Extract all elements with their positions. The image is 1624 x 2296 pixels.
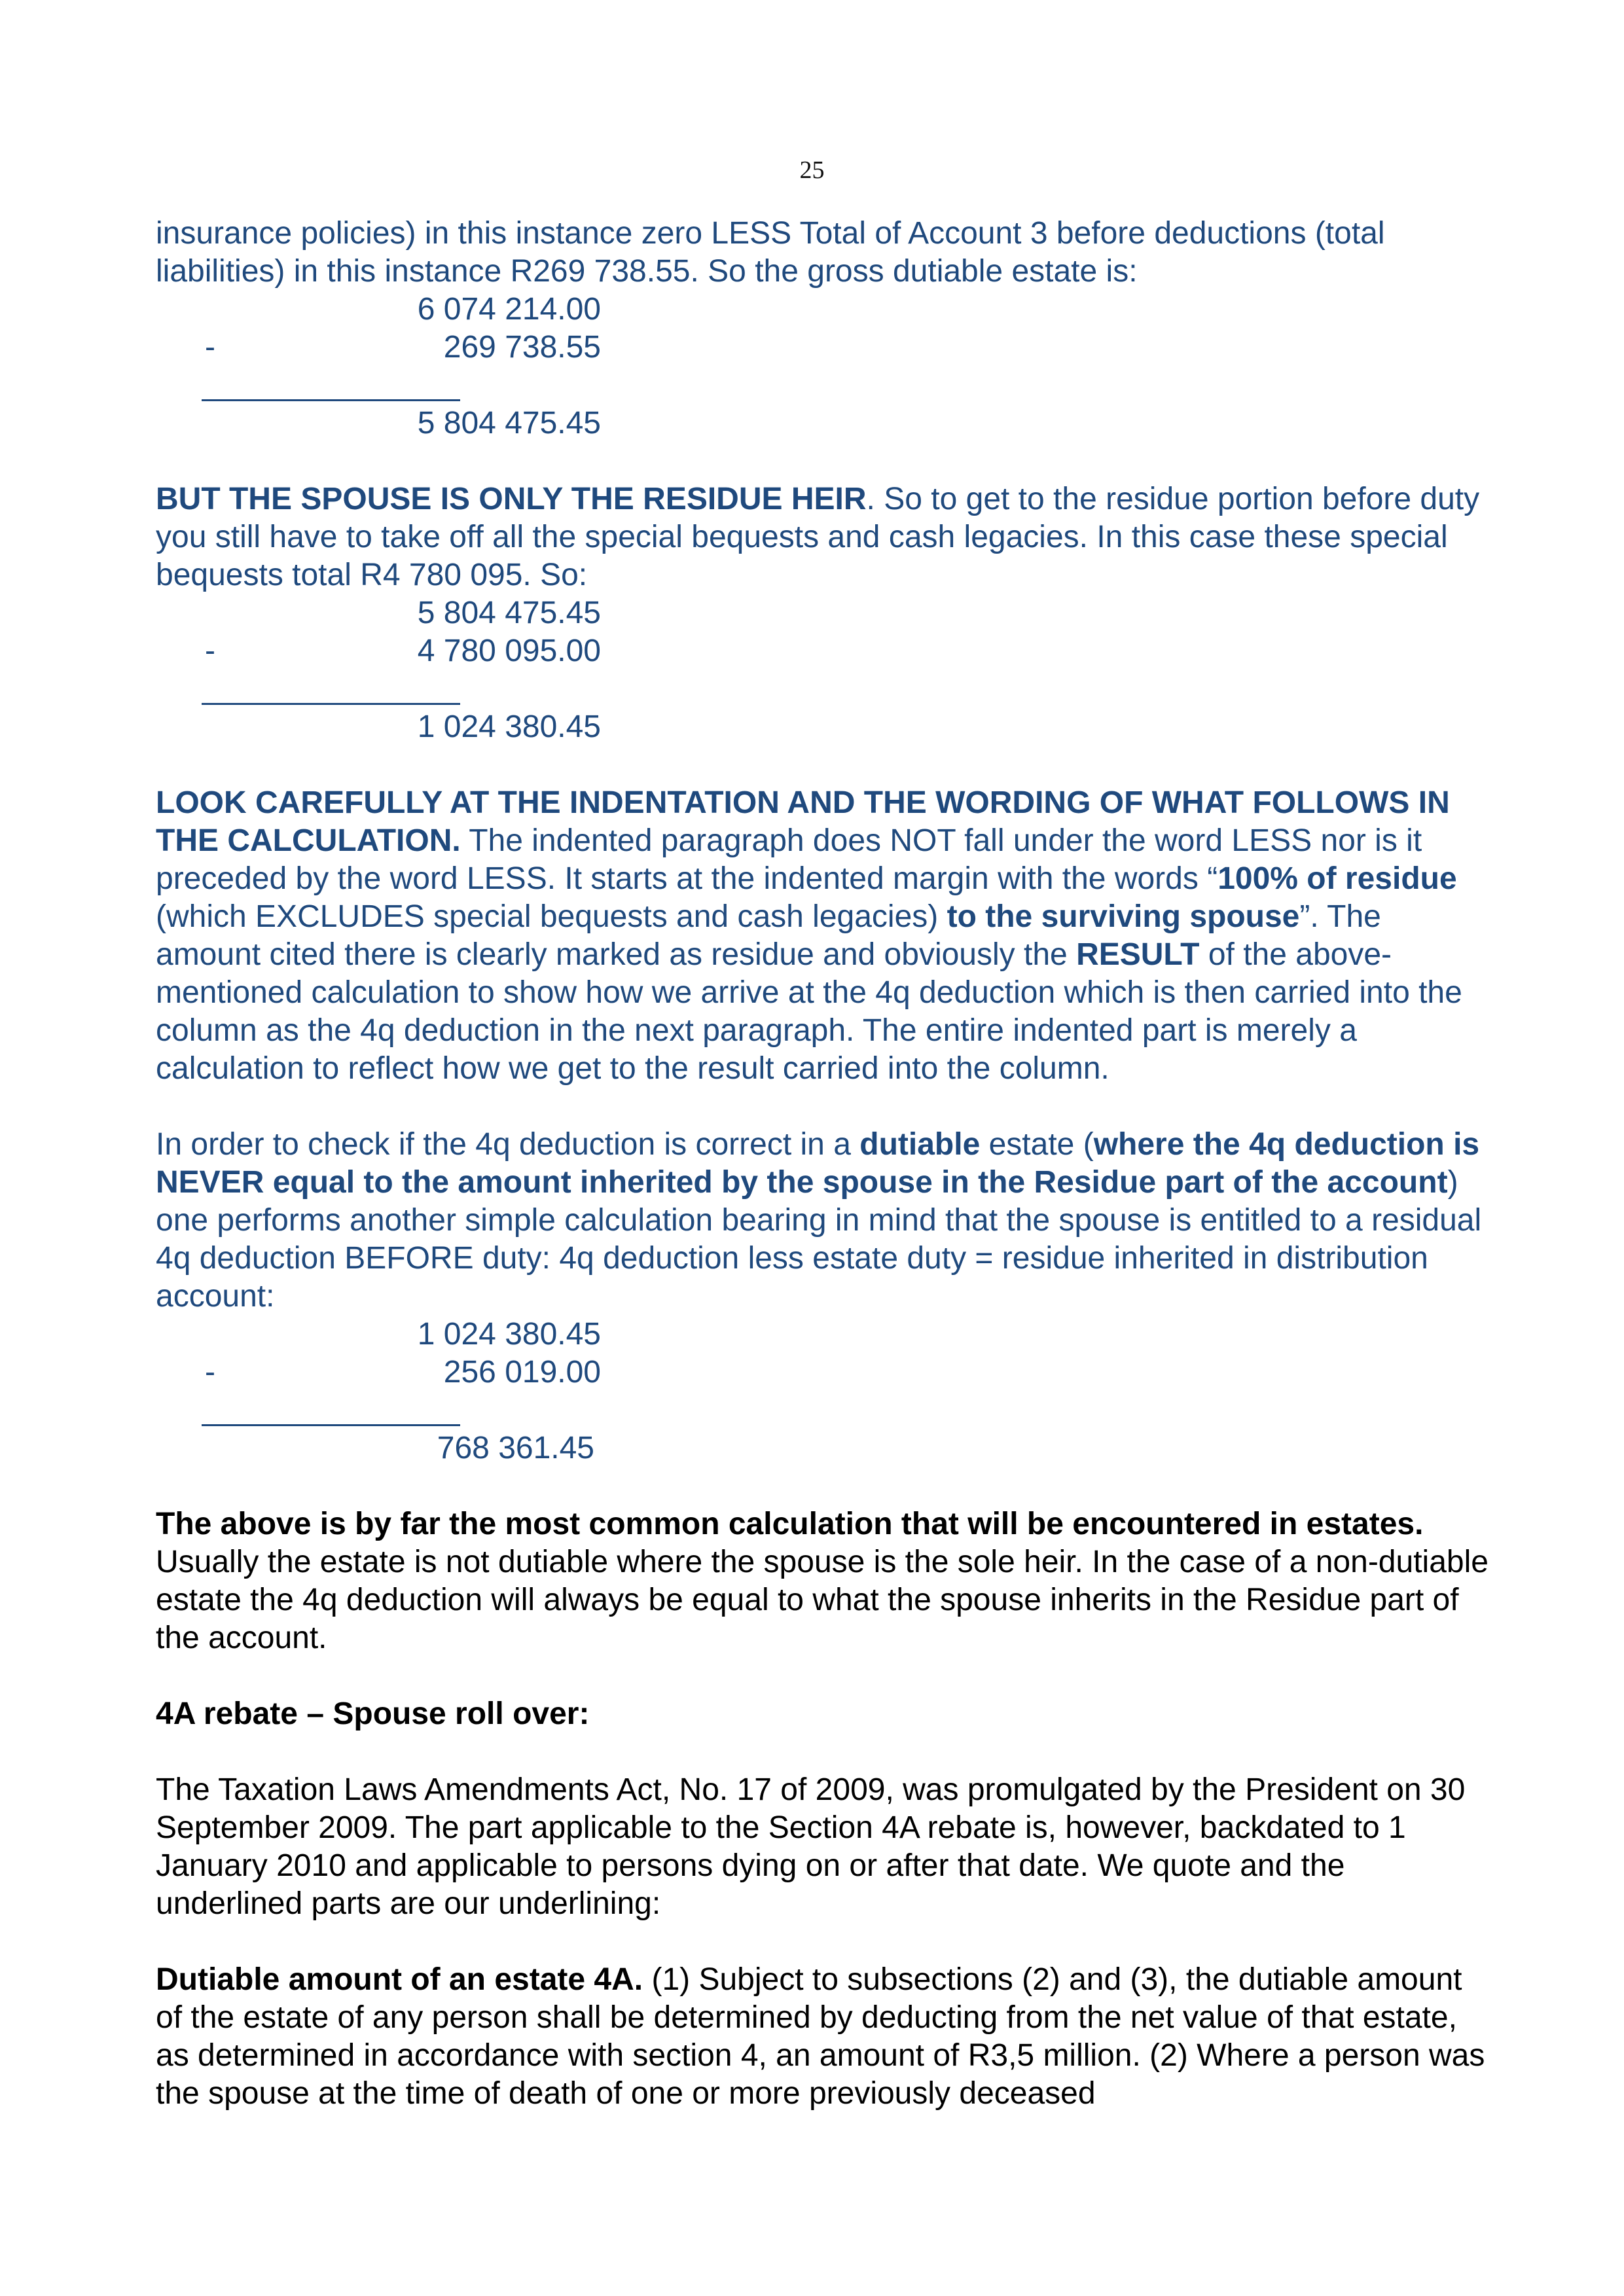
text-run: ) one performs another simple calculation bearing in mind that the spouse is entitled to a residual 4q deduction BEFORE duty: 4q deduction less estate duty = residue inherited in distribution account:	[156, 1165, 1482, 1314]
emphasis: BUT THE SPOUSE IS ONLY THE RESIDUE HEIR	[156, 482, 867, 516]
text-run: estate (	[980, 1127, 1094, 1162]
text-run: The indented paragraph does NOT fall under the word LESS nor is it preceded by the word LESS. It starts at the indented margin with the words “	[156, 823, 1422, 896]
emphasis: where the 4q deduction is NEVER equal to the amount inherited by the spouse in the Residue part of the account	[156, 1127, 1480, 1200]
minus-sign: -	[205, 634, 215, 668]
heading-text: 4A rebate – Spouse roll over:	[156, 1696, 590, 1731]
paragraph-gross-estate: insurance policies) in this instance zero LESS Total of Account 3 before deductions (total liabilities) in this instance R269 738.55. So the gross dutiable estate is:	[156, 216, 1385, 289]
text-run: (which EXCLUDES special bequests and cash legacies)	[156, 899, 947, 934]
minus-sign: -	[205, 1355, 215, 1390]
paragraph-taxation-act: The Taxation Laws Amendments Act, No. 17 of 2009, was promulgated by the President on 30 September 2009. The part applicable to the Section 4A rebate is, however, backdated to 1 January 2010 and applicable to persons dying on or after that date. We quote and the underlined parts are our underlining:	[156, 1772, 1466, 1921]
text-run: of the above-mentioned calculation to show how we arrive at the 4q deduction which is then carried into the column as the 4q deduction in the next paragraph. The entire indented part is merely a calculation to reflect how we get to the result carried into the column.	[156, 937, 1462, 1086]
page-number: 25	[799, 156, 825, 184]
document-body	[156, 215, 1491, 2113]
emphasis: RESULT	[1076, 937, 1200, 972]
calc-result: 5 804 475.45	[417, 406, 601, 440]
calc-operand: 6 074 214.00	[417, 292, 601, 327]
emphasis: 100% of residue	[1218, 861, 1457, 896]
calc-rule	[156, 1391, 1491, 1429]
calc-operand: 269 738.55	[443, 330, 601, 365]
paragraph-common-calculation	[156, 1505, 1491, 1657]
paragraph-indentation	[156, 784, 1491, 1088]
calc-result: 1 024 380.45	[417, 709, 601, 744]
text-run: Usually the estate is not dutiable where the spouse is the sole heir. In the case of a non-dutiable estate the 4q deduction will always be equal to what the spouse inherits in the Residue part of the account.	[156, 1545, 1489, 1655]
calculation-residue	[156, 594, 1491, 746]
calc-operand: 4 780 095.00	[417, 634, 601, 668]
minus-sign: -	[205, 330, 215, 365]
emphasis: Dutiable amount of an estate 4A.	[156, 1962, 643, 1997]
emphasis: dutiable	[859, 1127, 981, 1162]
text-run: (1) Subject to subsections (2) and (3), the dutiable amount of the estate of any person shall be determined by deducting from the net value of that estate, as determined in accordance with section 4, an amount of R3,5 million. (2) Where a person was the spouse at the time of death of one or more previously deceased	[156, 1962, 1485, 2111]
calc-rule	[156, 367, 1491, 404]
calc-operand: 256 019.00	[443, 1355, 601, 1390]
paragraph-residue-heir	[156, 480, 1491, 594]
calc-result: 768 361.45	[437, 1431, 594, 1465]
text-run: In order to check if the 4q deduction is correct in a	[156, 1127, 860, 1162]
calculation-4q	[156, 1316, 1491, 1467]
section-heading	[156, 1695, 1491, 1733]
text-run: ”. The amount cited there is clearly marked as residue and obviously the	[156, 899, 1381, 972]
emphasis: to the surviving spouse	[947, 899, 1300, 934]
paragraph-section-4a	[156, 1961, 1491, 2113]
emphasis: The above is by far the most common calculation that will be encountered in estates.	[156, 1507, 1424, 1541]
calc-rule	[156, 670, 1491, 708]
text-run: . So to get to the residue portion before duty you still have to take off all the special bequests and cash legacies. In this case these special bequests total R4 780 095. So:	[156, 482, 1480, 592]
calculation-gross-estate	[156, 291, 1491, 442]
calc-operand: 5 804 475.45	[417, 596, 601, 630]
calc-operand: 1 024 380.45	[417, 1317, 601, 1352]
paragraph-4q-check	[156, 1126, 1491, 1316]
emphasis: LOOK CAREFULLY AT THE INDENTATION AND THE WORDING OF WHAT FOLLOWS IN THE CALCULATION.	[156, 785, 1450, 858]
